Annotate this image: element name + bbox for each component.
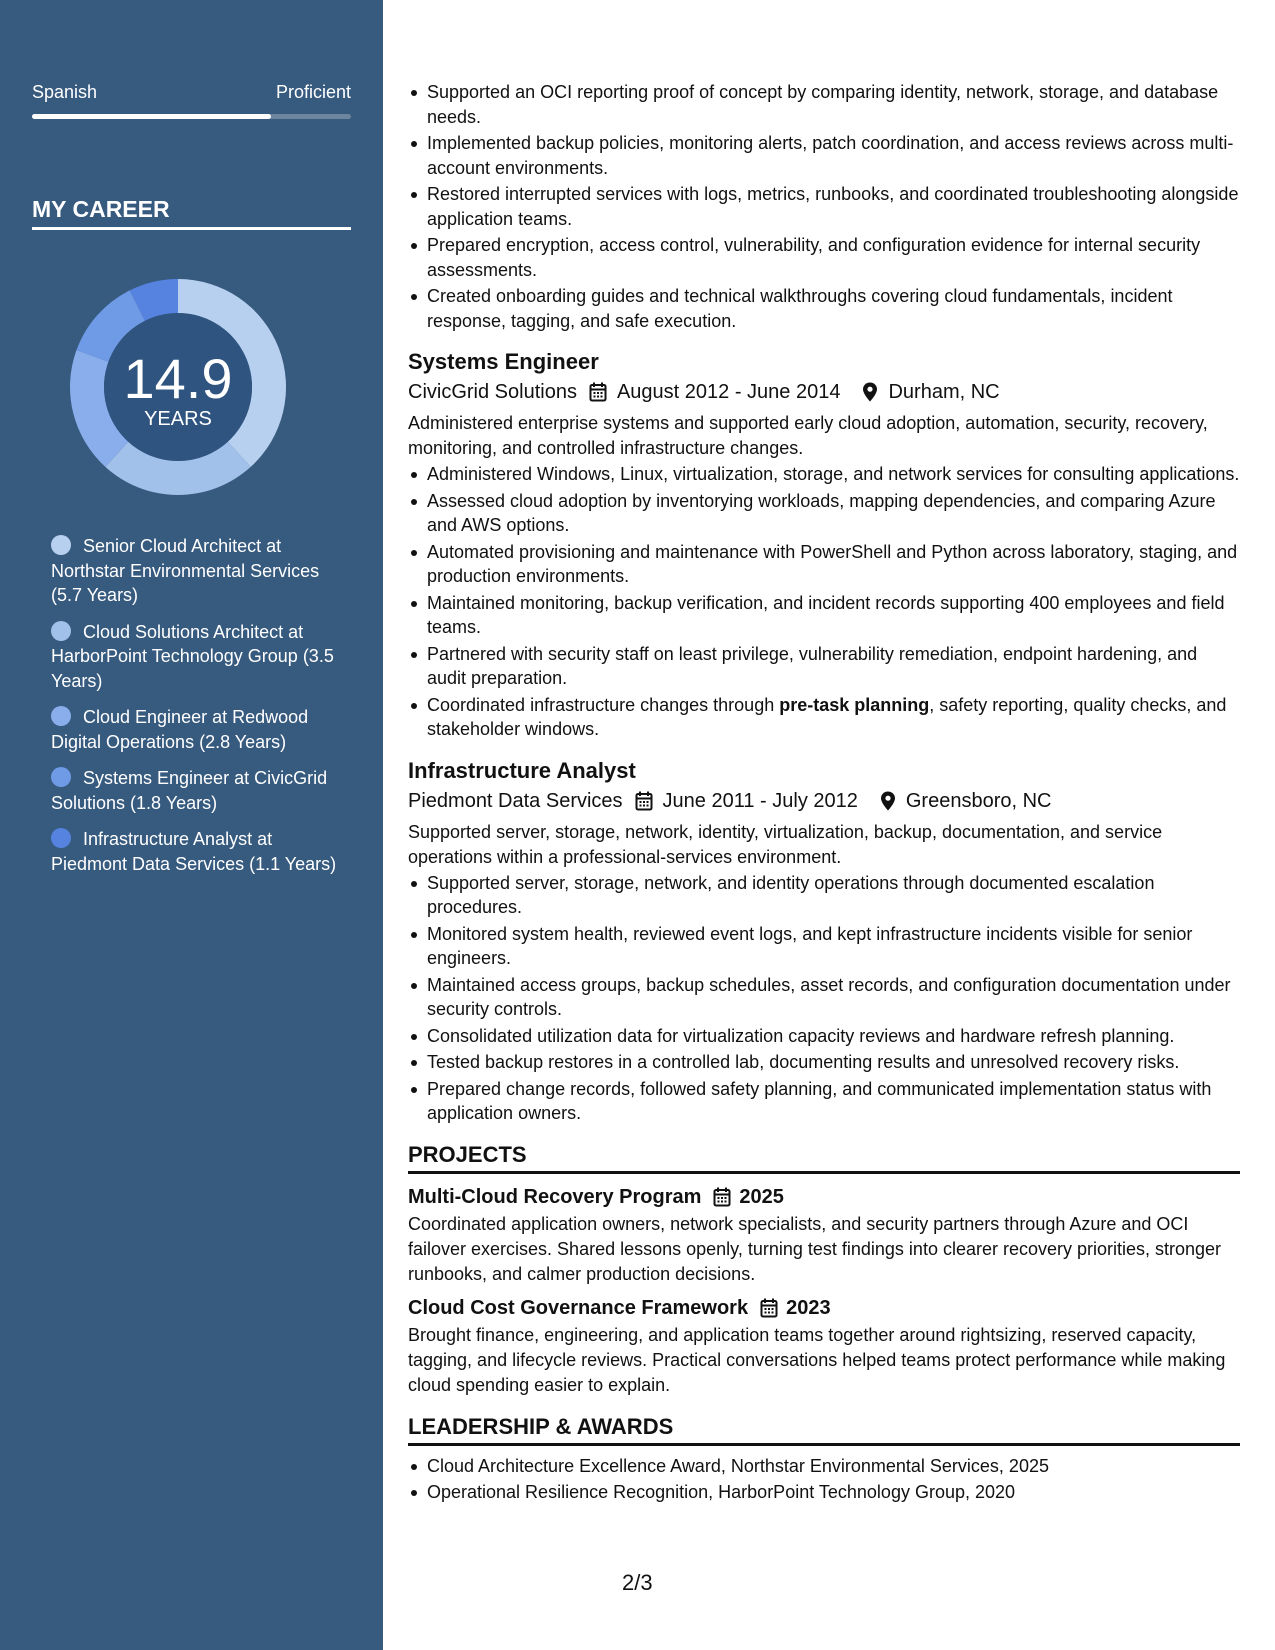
project-year: 2023 [786,1296,831,1319]
bullet-item: Operational Resilience Recognition, HarborPoint Technology Group, 2020 [408,1480,1240,1505]
previous-job-bullets [408,80,1240,333]
calendar-icon [635,791,653,811]
job-meta [408,377,1240,407]
projects-heading: PROJECTS [408,1142,1240,1174]
project-title: Cloud Cost Governance Framework [408,1296,749,1319]
career-item-label: Cloud Solutions Architect at HarborPoint Technology Group (3.5 Years) [51,621,334,691]
bullet-item: Supported an OCI reporting proof of concept by comparing identity, network, storage, and database needs. [408,80,1240,129]
legend-dot [51,828,71,848]
awards-list [408,1454,1240,1505]
calendar-icon [760,1298,778,1318]
legend-dot [51,706,71,726]
bullet-item: Automated provisioning and maintenance with PowerShell and Python across laboratory, staging, and production environments. [408,540,1240,589]
job-bullets [408,462,1240,742]
career-item [51,766,341,815]
project-entry [408,1182,1240,1287]
career-item-label: Senior Cloud Architect at Northstar Environmental Services (5.7 Years) [51,536,320,605]
bullet-text: , safety reporting, quality checks, and stakeholder windows. [427,694,1227,739]
calendar-icon [589,382,607,402]
job-entry-systems-engineer [408,347,1240,742]
donut-center [64,273,292,501]
leadership-heading: LEADERSHIP & AWARDS [408,1414,1240,1446]
career-item [51,705,341,754]
legend-dot [51,535,71,555]
career-legend [51,534,341,888]
job-company: CivicGrid Solutions [408,381,577,403]
legend-dot [51,621,71,641]
bullet-emphasis: pre-task planning [779,694,930,715]
job-description: Supported server, storage, network, identity, virtualization, backup, documentation, and service operations within a professional-services environment. [408,821,1163,867]
job-description: Administered enterprise systems and supported early cloud adoption, automation, security, recovery, monitoring, and controlled infrastructure changes. [408,413,1208,458]
project-title: Multi-Cloud Recovery Program [408,1185,702,1208]
bullet-item: Cloud Architecture Excellence Award, Northstar Environmental Services, 2025 [408,1454,1240,1479]
bullet-item: Assessed cloud adoption by inventorying workloads, mapping dependencies, and comparing Azure and AWS options. [408,489,1240,538]
language-proficiency-fill [32,114,271,119]
page-number: 2/3 [622,1570,653,1595]
project-header [408,1293,1240,1323]
job-title: Systems Engineer [408,349,599,374]
bullet-item: Consolidated utilization data for virtualization capacity reviews and hardware refresh planning. [408,1024,1240,1049]
job-location: Durham, NC [888,381,1000,403]
bullet-item: Prepared encryption, access control, vulnerability, and configuration evidence for internal security assessments. [408,233,1240,282]
job-company: Piedmont Data Services [408,789,623,812]
bullet-text: Coordinated infrastructure changes through [427,694,780,715]
main-content [408,80,1240,1507]
job-bullets [408,871,1240,1126]
job-meta [408,786,1240,816]
job-location: Greensboro, NC [905,789,1052,812]
project-entry [408,1293,1240,1398]
project-year: 2025 [739,1185,784,1208]
career-item-label: Systems Engineer at CivicGrid Solutions (1.8 Years) [51,768,328,813]
career-item [51,620,341,694]
calendar-icon [713,1187,731,1207]
legend-dot [51,767,71,787]
project-description: Brought finance, engineering, and application teams together around rightsizing, reserved capacity, tagging, and lifecycle reviews. Practical conversations helped teams protect performance while making cloud spending easier to explain. [408,1324,1226,1395]
career-item [51,827,341,876]
bullet-item: Implemented backup policies, monitoring alerts, patch coordination, and access reviews across multi-account environments. [408,131,1240,180]
bullet-item: Maintained access groups, backup schedules, asset records, and configuration documentation under security controls. [408,973,1240,1022]
bullet-item: Restored interrupted services with logs, metrics, runbooks, and coordinated troubleshooting alongside application teams. [408,182,1240,231]
language-name: Spanish [32,82,98,102]
career-item [51,534,341,608]
bullet-item: Created onboarding guides and technical walkthroughs covering cloud fundamentals, incident response, tagging, and safe execution. [408,284,1240,333]
job-entry-infrastructure-analyst [408,756,1240,1126]
map-pin-icon [862,382,878,402]
bullet-item [408,693,1240,742]
bullet-item: Administered Windows, Linux, virtualization, storage, and network services for consulting applications. [408,462,1240,487]
career-item-label: Infrastructure Analyst at Piedmont Data Services (1.1 Years) [51,829,337,874]
career-item-label: Cloud Engineer at Redwood Digital Operations (2.8 Years) [51,707,309,752]
bullet-item: Maintained monitoring, backup verification, and incident records supporting 400 employees and field teams. [408,591,1240,640]
career-heading: MY CAREER [32,196,351,230]
bullet-item: Partnered with security staff on least privilege, vulnerability remediation, endpoint hardening, and audit preparation. [408,642,1240,691]
bullet-item: Supported server, storage, network, and identity operations through documented escalation procedures. [408,871,1240,920]
job-dates: June 2011 - July 2012 [662,789,858,812]
map-pin-icon [880,791,896,811]
total-years-label: YEARS [144,408,212,430]
language-level: Proficient [275,82,351,102]
job-title: Infrastructure Analyst [408,757,636,783]
project-description: Coordinated application owners, network specialists, and security partners through Azure and OCI failover exercises. Shared lessons openly, turning test findings into clearer recovery priorities, stronger runbooks, and calmer production decisions. [408,1213,1222,1284]
total-years-value: 14.9 [123,347,233,410]
bullet-item: Prepared change records, followed safety planning, and communicated implementation status with application owners. [408,1077,1240,1126]
language-proficiency-bar [32,114,351,119]
bullet-item: Tested backup restores in a controlled lab, documenting results and unresolved recovery risks. [408,1050,1240,1075]
bullet-item: Monitored system health, reviewed event logs, and kept infrastructure incidents visible for senior engineers. [408,922,1240,971]
project-header [408,1182,1240,1212]
language-row [32,82,351,103]
job-dates: August 2012 - June 2014 [616,381,841,403]
sidebar [0,0,383,1650]
